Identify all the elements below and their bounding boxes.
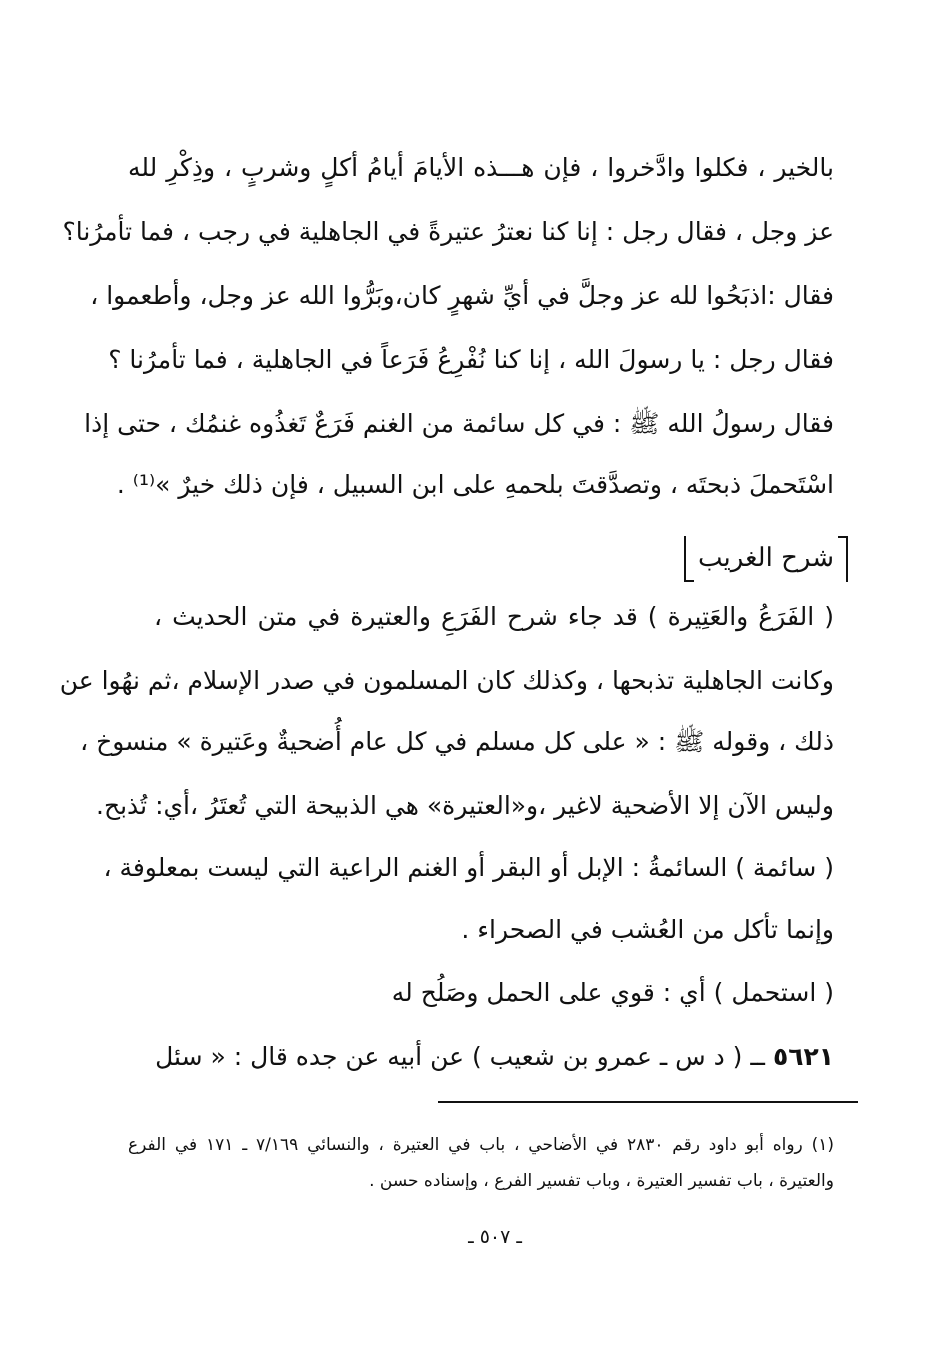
- page-number: ـ ٥٠٧ ـ: [468, 1226, 522, 1248]
- hadith-text-line-5: فقال رسولُ الله ﷺ : في كل سائمة من الغنم فَرَعٌ تَغذُوه غنمُك ، حتى إذا: [84, 409, 834, 438]
- hadith-text-line-3: فقال :اذبَحُوا لله عز وجلَّ في أيِّ شهرٍ كان،وبَرُّوا الله عز وجل، وأطعموا ،: [90, 281, 834, 310]
- hadith-text-line-6: اسْتَحملَ ذبحتَه ، وتصدَّقتَ بلحمهِ على ابن السبيل ، فإن ذلك خيرٌ »⁽¹⁾ .: [116, 470, 834, 499]
- explanation-line-6: وإنما تأكل من العُشب في الصحراء .: [461, 915, 834, 944]
- footnote-line-2: والعتيرة ، باب تفسير العتيرة ، وباب تفسير الفرع ، وإسناده حسن .: [369, 1171, 834, 1191]
- hadith-number: ٥٦٢١: [772, 1042, 834, 1071]
- explanation-line-5: ( سائمة ) السائمةُ : الإبل أو البقر أو الغنم الراعية التي ليست بمعلوفة ،: [103, 853, 834, 882]
- explanation-line-1: ( الفَرَعُ والعَتِيرة ) قد جاء شرح الفَرَعِ والعتيرة في متن الحديث ،: [154, 602, 834, 631]
- footnote-separator: [438, 1101, 858, 1103]
- hadith-text-line-2: عز وجل ، فقال رجل : إنا كنا نعترُ عتيرةً في الجاهلية في رجب ، فما تأمرُنا؟: [62, 217, 834, 246]
- definition-line: ( استحمل ) أي : قوي على الحمل وصَلُح له: [391, 978, 834, 1007]
- explanation-line-3: ذلك ، وقوله ﷺ : « على كل مسلم في كل عام أُضحيةٌ وعَتيرة » منسوخ ،: [80, 727, 834, 756]
- next-hadith-line: [128, 1037, 834, 1079]
- explanation-line-2: وكانت الجاهلية تذبحها ، وكذلك كان المسلمون في صدر الإسلام ،ثم نهُوا عن: [59, 666, 834, 695]
- next-hadith-text: ــ ( د س ـ عمرو بن شعيب ) عن أبيه عن جده قال : « سئل: [155, 1042, 765, 1071]
- section-heading: شرح الغريب: [684, 536, 848, 582]
- explanation-line-4: وليس الآن إلا الأضحية لاغير ،و«العتيرة» هي الذبيحة التي تُعتَرُ ،أي: تُذبح.: [96, 791, 834, 820]
- footnote-line-1: (١) رواه أبو داود رقم ٢٨٣٠ في الأضاحي ، باب في العتيرة ، والنسائي ٧/١٦٩ ـ ١٧١ في الفرع: [128, 1135, 834, 1155]
- hadith-text-line-4: فقال رجل : يا رسولَ الله ، إنا كنا نُفْرِعُ فَرَعاً في الجاهلية ، فما تأمرُنا ؟: [108, 345, 834, 374]
- hadith-text-line-1: بالخير ، فكلوا وادَّخروا ، فإن هـــذه الأيامَ أيامُ أكلٍ وشربٍ ، وذِكْرِ لله: [128, 153, 834, 182]
